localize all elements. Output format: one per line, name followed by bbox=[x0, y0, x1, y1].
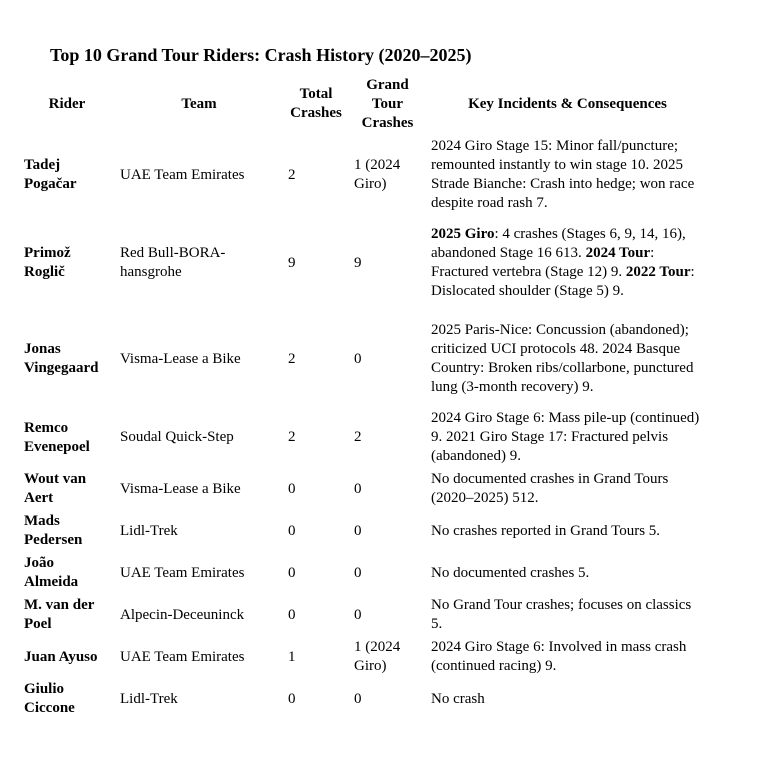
total-crashes: 1 bbox=[288, 648, 296, 665]
total-crashes: 2 bbox=[288, 166, 296, 183]
incident-text: : Fractured vertebra (Stage 12) 9. bbox=[431, 245, 655, 280]
grand-tour-crashes: 0 bbox=[354, 606, 362, 623]
rider-name: Remco Evenepoel bbox=[24, 419, 90, 455]
grand-tour-crashes: 0 bbox=[354, 564, 362, 581]
total-crashes: 0 bbox=[288, 480, 296, 497]
table-row bbox=[19, 135, 709, 215]
team-name: Red Bull-BORA-hansgrohe bbox=[120, 245, 226, 280]
table-row bbox=[19, 468, 709, 510]
grand-tour-crashes: 0 bbox=[354, 480, 362, 497]
grand-tour-crashes: 1 (2024 Giro) bbox=[354, 157, 401, 192]
team-name: Alpecin-Deceuninck bbox=[120, 606, 245, 623]
table-row bbox=[19, 552, 709, 594]
total-crashes: 0 bbox=[288, 564, 296, 581]
incident-year-label: 2022 Tour bbox=[625, 264, 691, 280]
table-row bbox=[19, 594, 709, 636]
header-rider: Rider bbox=[48, 95, 86, 112]
table-row bbox=[19, 510, 709, 552]
grand-tour-crashes: 0 bbox=[354, 350, 362, 367]
header-team: Team bbox=[181, 95, 217, 112]
incident-year-label: 2025 Giro bbox=[431, 226, 495, 242]
total-crashes: 0 bbox=[288, 690, 296, 707]
incident-text: : Dislocated shoulder (Stage 5) 9. bbox=[431, 264, 695, 299]
team-name: UAE Team Emirates bbox=[120, 648, 245, 665]
rider-name: Jonas Vingegaard bbox=[24, 341, 99, 376]
key-incidents: No crashes reported in Grand Tours 5. bbox=[431, 522, 661, 539]
team-name: Lidl-Trek bbox=[120, 522, 178, 539]
key-incidents: 2024 Giro Stage 6: Involved in mass crash (continued racing) 9. bbox=[431, 639, 687, 674]
team-name: UAE Team Emirates bbox=[120, 166, 245, 183]
grand-tour-crashes: 2 bbox=[354, 429, 362, 445]
table-row bbox=[19, 636, 709, 678]
total-crashes: 0 bbox=[288, 606, 296, 623]
header-total-crashes: Total Crashes bbox=[290, 86, 342, 121]
incident-year-label: 2024 Tour bbox=[585, 245, 651, 261]
rider-name: João Almeida bbox=[24, 555, 79, 590]
crash-history-table bbox=[19, 73, 709, 720]
total-crashes: 2 bbox=[288, 429, 296, 445]
grand-tour-crashes: 0 bbox=[354, 522, 362, 539]
rider-name: Tadej Pogačar bbox=[24, 157, 77, 192]
key-incidents bbox=[426, 215, 709, 311]
table-header-row bbox=[19, 73, 709, 135]
key-incidents: 2025 Paris-Nice: Concussion (abandoned); criticized UCI protocols 48. 2024 Basque Country: Broken ribs/collarbone, punctured lung (3-month recovery) 9. bbox=[431, 322, 694, 395]
rider-name: Giulio Ciccone bbox=[24, 681, 75, 716]
rider-name: Juan Ayuso bbox=[24, 648, 98, 665]
grand-tour-crashes: 1 (2024 Giro) bbox=[354, 639, 401, 674]
team-name: UAE Team Emirates bbox=[120, 564, 245, 581]
rider-name: Mads Pedersen bbox=[24, 513, 83, 548]
page-title: Top 10 Grand Tour Riders: Crash History (2020–2025) bbox=[50, 45, 472, 65]
key-incidents: No documented crashes 5. bbox=[431, 564, 590, 581]
team-name: Visma-Lease a Bike bbox=[120, 350, 241, 367]
header-key-incidents: Key Incidents & Consequences bbox=[468, 95, 667, 112]
table-row bbox=[19, 678, 709, 720]
header-grand-tour-crashes: Grand Tour Crashes bbox=[361, 76, 414, 131]
total-crashes: 0 bbox=[288, 522, 296, 539]
grand-tour-crashes: 0 bbox=[354, 690, 362, 707]
rider-name: M. van der Poel bbox=[24, 597, 95, 632]
table-row bbox=[19, 311, 709, 407]
key-incidents: No documented crashes in Grand Tours (2020–2025) 512. bbox=[431, 471, 669, 506]
team-name: Lidl-Trek bbox=[120, 690, 178, 707]
rider-name: Wout van Aert bbox=[24, 471, 87, 506]
team-name: Soudal Quick-Step bbox=[120, 429, 234, 445]
total-crashes: 9 bbox=[288, 254, 296, 271]
rider-name: Primož Roglič bbox=[24, 245, 71, 280]
incident-text: : 4 crashes (Stages 6, 9, 14, 16), abandoned Stage 16 613. bbox=[431, 226, 686, 261]
key-incidents: No Grand Tour crashes; focuses on classics 5. bbox=[431, 597, 692, 632]
key-incidents: 2024 Giro Stage 6: Mass pile-up (continued) 9. 2021 Giro Stage 17: Fractured pelvis (abandoned) 9. bbox=[431, 410, 700, 464]
table-row bbox=[19, 407, 709, 468]
team-name: Visma-Lease a Bike bbox=[120, 480, 241, 497]
table-row bbox=[19, 215, 709, 311]
key-incidents: 2024 Giro Stage 15: Minor fall/puncture; remounted instantly to win stage 10. 2025 Strade Bianche: Crash into hedge; won race despite road rash 7. bbox=[431, 138, 695, 211]
grand-tour-crashes: 9 bbox=[354, 254, 362, 271]
total-crashes: 2 bbox=[288, 350, 296, 367]
key-incidents: No crash bbox=[431, 690, 485, 707]
